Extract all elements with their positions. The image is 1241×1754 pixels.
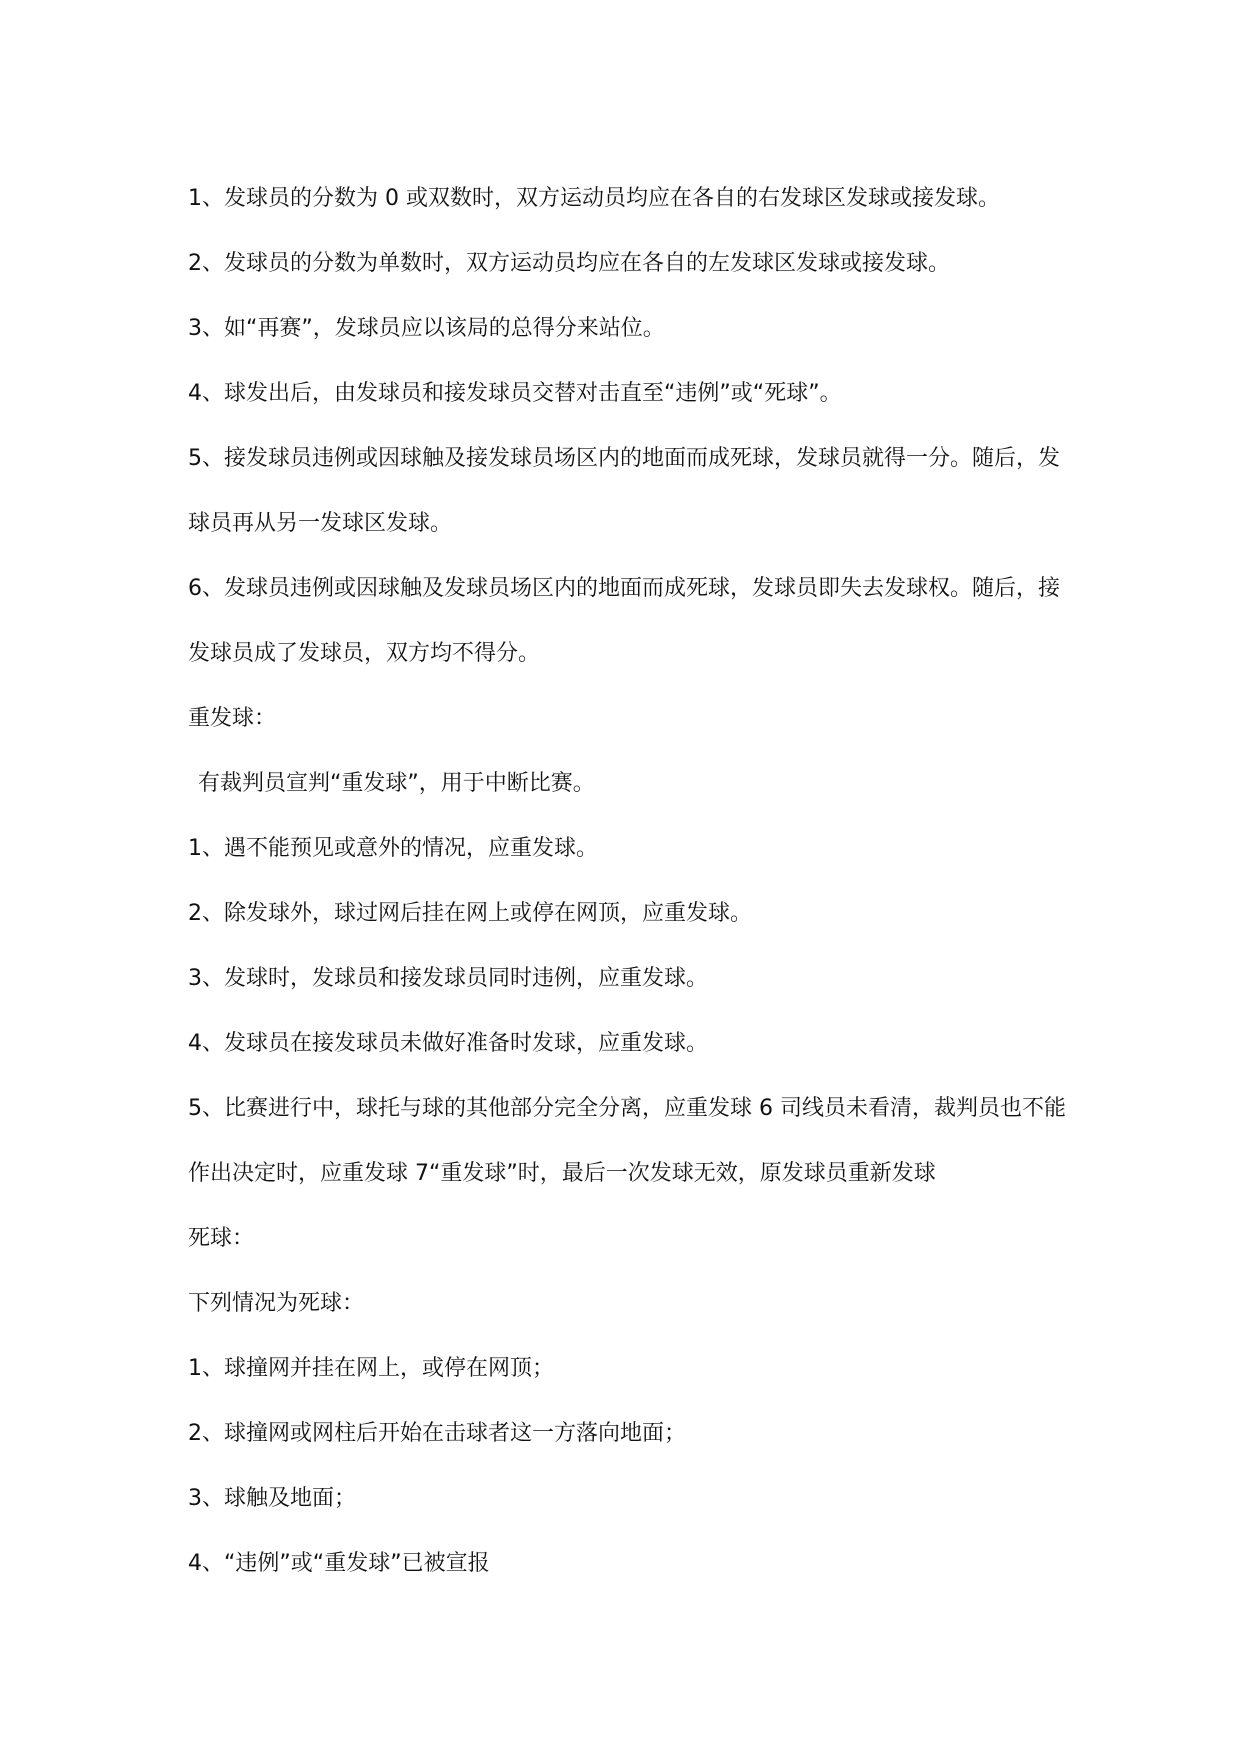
rule-server-fault-line-2: 发球员成了发球员，双方均不得分。: [188, 641, 541, 666]
dead-ball-rule-1: 1、球撞网并挂在网上，或停在网顶；: [188, 1356, 554, 1381]
let-rule-3: 3、发球时，发球员和接发球员同时违例，应重发球。: [188, 966, 708, 991]
rule-alternate-strokes: 4、球发出后，由发球员和接发球员交替对击直至“违例”或“死球”。: [188, 381, 842, 406]
dead-ball-intro: 下列情况为死球：: [188, 1291, 365, 1316]
dead-ball-rule-2: 2、球撞网或网柱后开始在击球者这一方落向地面；: [188, 1421, 686, 1446]
dead-ball-rule-4: 4、“违例”或“重发球”已被宣报: [188, 1551, 490, 1576]
section-heading-dead-ball: 死球：: [188, 1226, 255, 1251]
let-rule-5-line-1: 5、比赛进行中，球托与球的其他部分完全分离，应重发球 6 司线员未看清，裁判员也不能: [188, 1096, 1066, 1121]
rule-replay-position: 3、如“再赛”，发球员应以该局的总得分来站位。: [188, 316, 665, 341]
let-rule-2: 2、除发球外，球过网后挂在网上或停在网顶，应重发球。: [188, 901, 752, 926]
rule-receiver-fault-line-1: 5、接发球员违例或因球触及接发球员场区内的地面而成死球，发球员就得一分。随后，发: [188, 446, 1061, 471]
let-rule-4: 4、发球员在接发球员未做好准备时发球，应重发球。: [188, 1031, 708, 1056]
rule-receiver-fault-line-2: 球员再从另一发球区发球。: [188, 511, 453, 536]
document-body: [188, 166, 1066, 1596]
section-heading-let: 重发球：: [188, 706, 277, 731]
rule-serve-odd-score: 2、发球员的分数为单数时，双方运动员均应在各自的左发球区发球或接发球。: [188, 251, 950, 276]
rule-serve-even-score: 1、发球员的分数为 0 或双数时，双方运动员均应在各自的右发球区发球或接发球。: [188, 186, 1000, 211]
dead-ball-rule-3: 3、球触及地面；: [188, 1486, 356, 1511]
let-rule-1: 1、遇不能预见或意外的情况，应重发球。: [188, 836, 598, 861]
let-intro: 有裁判员宣判“重发球”，用于中断比赛。: [198, 771, 595, 796]
let-rule-5-line-2: 作出决定时，应重发球 7“重发球”时，最后一次发球无效，原发球员重新发球: [188, 1161, 936, 1186]
rule-server-fault-line-1: 6、发球员违例或因球触及发球员场区内的地面而成死球，发球员即失去发球权。随后，接: [188, 576, 1061, 601]
